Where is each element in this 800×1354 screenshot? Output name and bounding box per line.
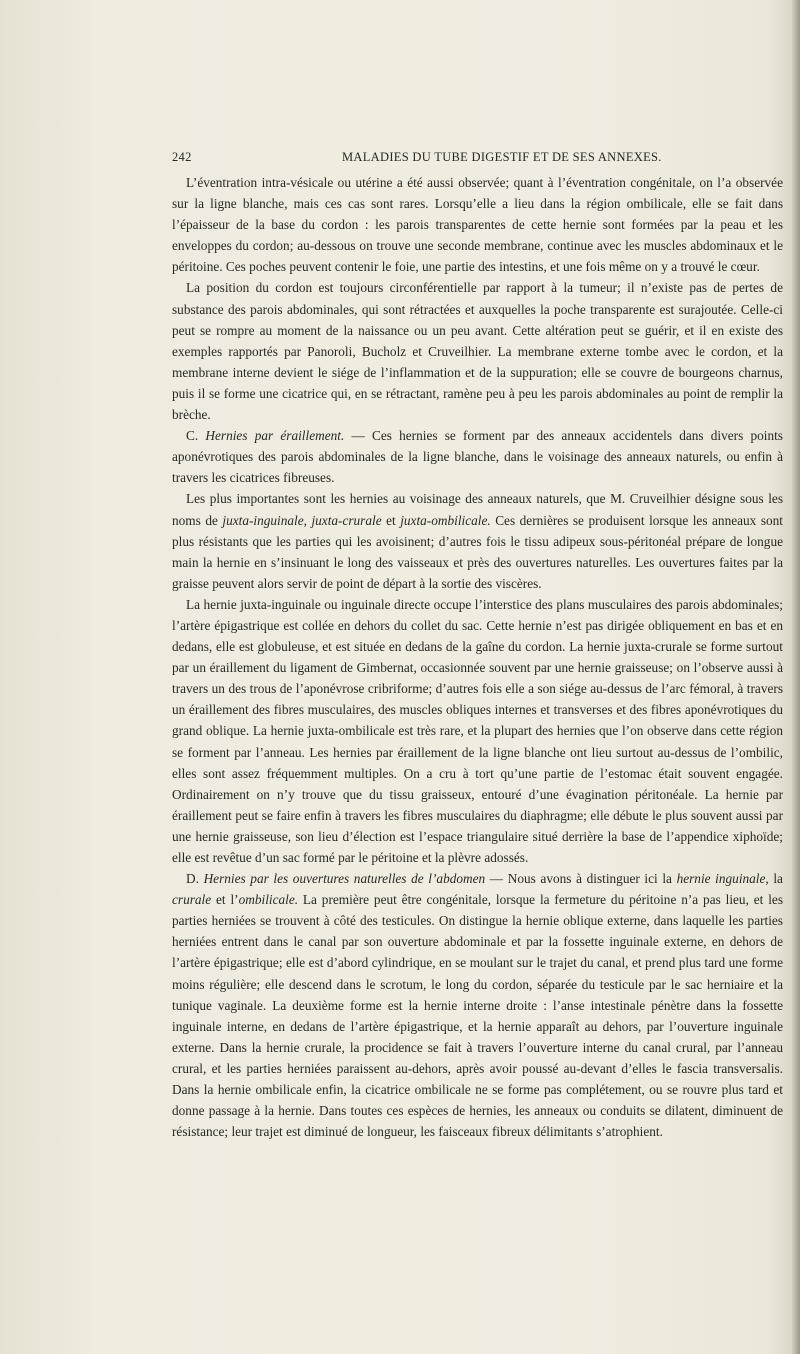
italic-text: crurale: [172, 892, 212, 908]
paragraph: [172, 594, 783, 868]
paragraph: [172, 172, 783, 277]
page-edge-shadow: [792, 0, 800, 1354]
text-run: C.: [186, 428, 206, 444]
paragraph: [172, 425, 783, 488]
text-run: D.: [186, 871, 204, 887]
body-text: [172, 172, 783, 1142]
italic-text: ombilicale.: [238, 892, 299, 908]
text-run: — Nous avons à distinguer ici la: [485, 871, 677, 887]
italic-text: juxta-ombilicale.: [400, 512, 491, 528]
italic-text: Hernies par éraillement.: [205, 428, 345, 444]
text-run: la: [768, 871, 783, 887]
italic-text: Hernies par les ouvertures naturelles de l’abdomen: [203, 871, 486, 887]
running-title: MALADIES DU TUBE DIGESTIF ET DE SES ANNEXES.: [342, 150, 662, 164]
text-run: La première peut être congénitale, lorsque la fermeture du péritoine n’a pas lieu, et les parties herniées se trouvent à côté des testicules. On distingue la hernie oblique externe, dans laquelle les parties herniées entrent dans le canal par son ouverture abdominale et par la fossette inguinale externe, en dehors de l’artère épigastrique; elle est d’abord cylindrique, en se moulant sur le trajet du canal, et prend plus tard une forme moins régulière; elle descend dans le scrotum, le long du cordon, séparée du testicule par le sac herniaire et la tunique vaginale. La deuxième forme est la hernie interne droite : l’anse intestinale pénètre dans la fossette inguinale interne, en dedans de l’artère épigastrique, et la hernie apparaît au dehors, par l’ouverture inguinale externe. Dans la hernie crurale, la procidence se fait à travers l’ouverture interne du canal crural, par l’anneau crural, et les parties herniées paraissent au-dehors, après avoir poussé au-devant d’elles le fascia transversalis. Dans la hernie ombilicale enfin, la cicatrice ombilicale ne se forme pas complétement, ou se rouvre plus tard et donne passage à la hernie. Dans toutes ces espèces de hernies, les anneaux ou conduits se dilatent, diminuent de résistance; leur trajet est diminué de longueur, les faisceaux fibreux délimitants s’atrophient.: [172, 892, 783, 1140]
text-run: et: [381, 512, 401, 528]
text-run: Les plus importantes sont les hernies au voisinage des anneaux naturels, que M. Cruveilhier désigne sous les noms de: [172, 491, 783, 528]
text-run: L’éventration intra-vésicale ou utérine a été aussi observée; quant à l’éventration congénitale, on l’a observée sur la ligne blanche, mais ces cas sont rares. Lorsqu’elle a lieu dans la région ombilicale, elle se fait dans l’épaisseur de la base du cordon : les parois transparentes de cette hernie sont formées par la peau et les enveloppes du cordon; au-dessous on trouve une seconde membrane, continue avec les muscles abdominaux et le péritoine. Ces poches peuvent contenir le foie, une partie des intestins, et une fois même on y a trouvé le cœur.: [172, 175, 783, 275]
page-number: 242: [172, 150, 192, 164]
italic-text: juxta-inguinale, juxta-crurale: [222, 512, 382, 528]
paragraph: [172, 868, 783, 1142]
text-run: La hernie juxta-inguinale ou inguinale directe occupe l’interstice des plans musculaires des parois abdominales; l’artère épigastrique est collée en dehors du collet du sac. Cette hernie n’est pas dirigée obliquement en bas et en dedans, elle est globuleuse, et est située en dedans de la gaîne du cordon. La hernie juxta-crurale se forme surtout par un éraillement du ligament de Gimbernat, occasionnée souvent par une hernie graisseuse; on l’observe aussi à travers un des trous de l’aponévrose cribriforme; d’autres fois elle a son siége au-dessus de l’arc fémoral, à travers un éraillement des fibres musculaires, des muscles obliques internes et transverses et des fibres aponévrotiques du grand oblique. La hernie juxta-ombilicale est très rare, et la plupart des hernies que l’on observe dans cette région se forment par l’anneau. Les hernies par éraillement de la ligne blanche ont lieu surtout au-dessus de l’ombilic, elles sont assez fréquemment multiples. On a cru à tort qu’une partie de l’estomac était souvent engagée. Ordinairement on n’y trouve que du tissu graisseux, entouré d’une évagination péritonéale. La hernie par éraillement peut se faire enfin à travers les fibres musculaires du diaphragme; elle débute le plus souvent aussi par une hernie graisseuse, son lieu d’élection est l’espace triangulaire situé derrière la base de l’appendice xiphoïde; elle est revêtue d’un sac formé par le péritoine et la plèvre adossés.: [172, 596, 783, 865]
text-run: — Ces hernies se forment par des anneaux accidentels dans divers points aponévrotiques des parois abdominales de la ligne blanche, dans le voisinage des anneaux naturels, ou enfin à travers les cicatrices fibreuses.: [172, 428, 783, 486]
paragraph: [172, 488, 783, 593]
italic-text: hernie inguinale,: [676, 871, 769, 887]
text-run: Ces dernières se produisent lorsque les anneaux sont plus résistants que les parties qui les avoisinent; d’autres fois le tissu adipeux sous-péritonéal prépare de longue main la hernie en s’insinuant le long des vaisseaux et près des ouvertures naturelles. Les ouvertures faites par la graisse peuvent alors servir de point de départ à la sortie des viscères.: [172, 512, 783, 591]
text-run: et l’: [211, 892, 239, 908]
paragraph: [172, 277, 783, 425]
page-header: [172, 150, 783, 166]
text-run: La position du cordon est toujours circonférentielle par rapport à la tumeur; il n’existe pas de pertes de substance des parois abdominales, qui sont rétractées et auxquelles la poche transparente est surajoutée. Celle-ci peut se rompre au moment de la naissance ou un peu avant. Cette altération peut se guérir, et il en existe des exemples rapportés par Panoroli, Bucholz et Cruveilhier. La membrane externe tombe avec le cordon, et la membrane interne devient le siége de l’inflammation et de la suppuration; elle se couvre de bourgeons charnus, puis il se forme une cicatrice qui, en se rétractant, ramène peu à peu les parois abdominales au point de remplir la brèche.: [172, 280, 783, 423]
